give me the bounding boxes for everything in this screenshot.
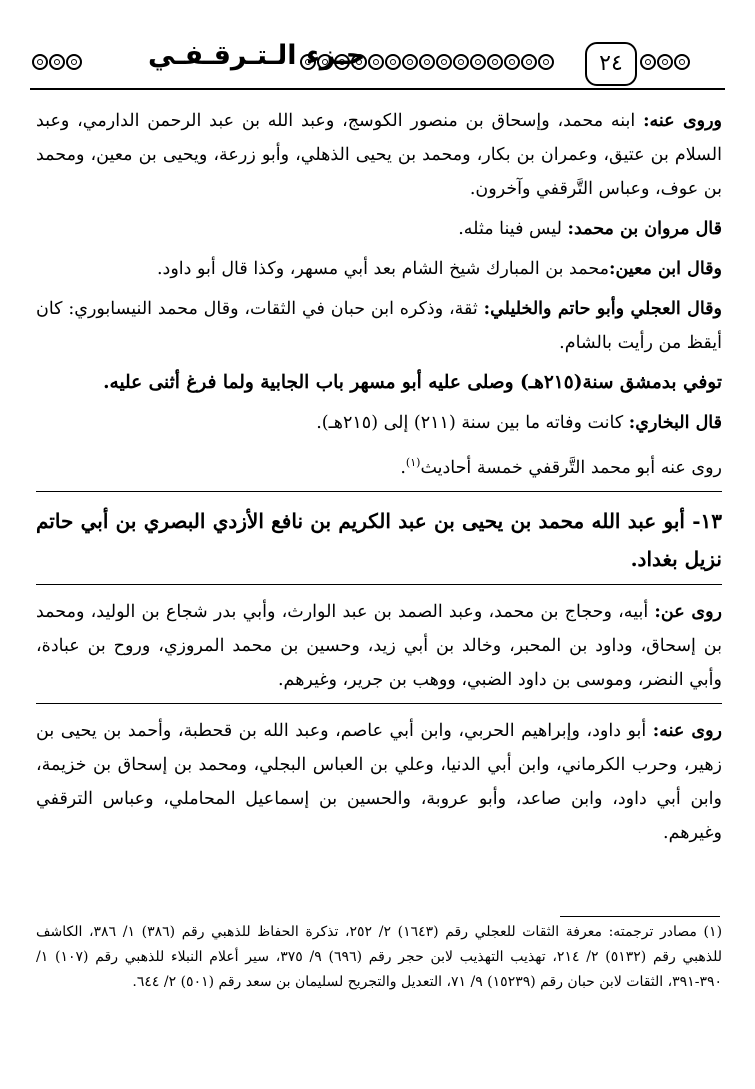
death-line: توفي بدمشق سنة(٢١٥هـ) وصلى عليه أبو مسهر باب الجابية ولما فرغ أثنى عليه. xyxy=(103,372,722,393)
running-title: جـزء الـتـرقـفـي xyxy=(148,40,366,71)
footnotes xyxy=(36,920,722,995)
narration-end: . xyxy=(400,457,406,478)
paragraph-text: ثقة، وذكره ابن حبان في الثقات، وقال محمد النيسابوري: كان أيقظ من رأيت بالشام. xyxy=(36,299,722,353)
section-divider xyxy=(36,584,722,585)
paragraph-lead: روى عن: xyxy=(654,601,722,622)
paragraph-text: ليس فينا مثله. xyxy=(458,219,568,239)
paragraph xyxy=(36,252,722,286)
narration-text: روى عنه أبو محمد التَّرقفي خمسة أحاديث xyxy=(420,457,722,478)
narration-count xyxy=(36,446,722,485)
left-ornament-icon xyxy=(32,48,82,78)
paragraph xyxy=(36,714,722,850)
paragraph-lead: وروى عنه: xyxy=(643,111,722,131)
paragraph-text: محمد بن المبارك شيخ الشام بعد أبي مسهر، وكذا قال أبو داود. xyxy=(156,259,610,279)
paragraph-lead: وقال العجلي وأبو حاتم والخليلي: xyxy=(483,299,723,319)
entry-heading: ١٣- أبو عبد الله محمد بن يحيى بن عبد الكريم بن نافع الأزدي البصري بن أبي حاتم نزيل بغداد. xyxy=(36,508,722,571)
footnote-rule xyxy=(560,916,720,917)
paragraph xyxy=(36,406,722,440)
paragraph-text: أبو داود، وإبراهيم الحربي، وابن أبي عاصم، وعبد الله بن قحطبة، وأحمد بن يحيى بن زهير، وحرب الكرماني، وابن أبي الدنيا، وعلي بن العباس البجلي، ومحمد بن إسحاق بن خزيمة، وابن أبي داود، وابن صاعد، وأبو عروبة، والحسين بن إسماعيل المحاملي، وعباس الترقفي وغيرهم. xyxy=(36,720,722,843)
paragraph-lead: قال مروان بن محمد: xyxy=(567,219,722,239)
header-rule xyxy=(30,88,725,90)
page-header xyxy=(30,38,725,94)
paragraph xyxy=(36,104,722,206)
main-text xyxy=(36,104,722,856)
section-divider xyxy=(36,491,722,492)
paragraph-text: ابنه محمد، وإسحاق بن منصور الكوسج، وعبد الله بن عبد الرحمن الدارمي، وعبد السلام بن عتيق، وعمران بن بكار، ومحمد بن يحيى الذهلي، وأبو زرعة، ويحيى بن معين، ومحمد بن عوف، وعباس التَّرقفي وآخرون. xyxy=(36,111,722,199)
middle-ornament-icon xyxy=(300,48,554,78)
paragraph-text: كانت وفاته ما بين سنة (٢١١) إلى (٢١٥هـ). xyxy=(316,413,629,433)
paragraph xyxy=(36,212,722,246)
page-number: ٢٤ xyxy=(585,42,637,86)
paragraph-lead: قال البخاري: xyxy=(628,413,722,433)
footnote-marker[interactable]: (١) xyxy=(405,456,421,469)
paragraph xyxy=(36,595,722,697)
right-ornament-icon xyxy=(640,48,690,78)
paragraph-lead: وقال ابن معين: xyxy=(609,259,722,279)
paragraph-lead: روى عنه: xyxy=(652,720,722,741)
paragraph-text: أبيه، وحجاج بن محمد، وعبد الصمد بن عبد الوارث، وأبي بدر شجاع بن الوليد، ومحمد بن إسحاق، وداود بن المحبر، وخالد بن أبي زيد، وحسين بن محمد المروزي، وروح بن عبادة، وأبي النضر، وموسى بن داود الضبي، ووهب بن جرير، وغيرهم. xyxy=(36,601,722,690)
section-divider xyxy=(36,703,722,704)
footnote: (١) مصادر ترجمته: معرفة الثقات للعجلي رقم (١٦٤٣) ٢/ ٢٥٢، تذكرة الحفاظ للذهبي رقم (٣٨٦) ١/ ٣٨٦، الكاشف للذهبي رقم (٥١٣٢) ٢/ ٢١٤، تهذيب التهذيب لابن حجر رقم (٦٩٦) ٩/ ٣٧٥، سير أعلام النبلاء للذهبي رقم (١٠٧) ١/ ٣٩٠-٣٩١، الثقات لابن حبان رقم (١٥٢٣٩) ٩/ ٧١، التعديل والتجريح لسليمان بن سعد رقم (٥٠١) ٢/ ٦٤٤. xyxy=(36,924,723,990)
paragraph xyxy=(36,292,722,360)
